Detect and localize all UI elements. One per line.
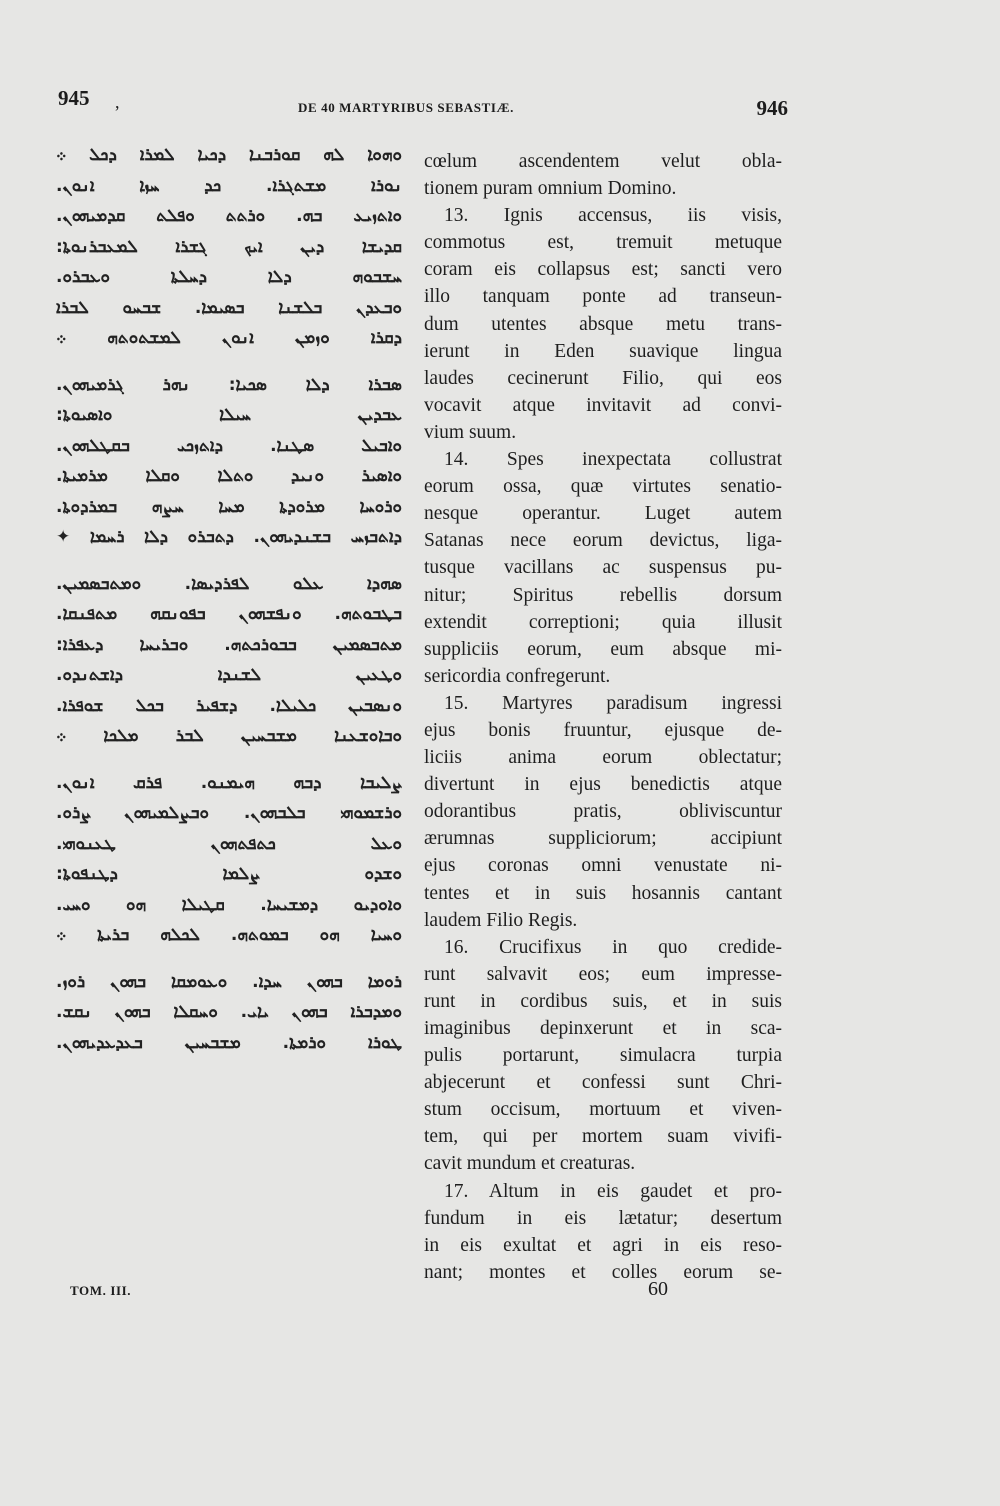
stanza-gap: [56, 951, 402, 967]
latin-line: sericordia confregerunt.: [424, 665, 611, 687]
latin-line: tem, qui per mortem suam vivifi-: [424, 1126, 782, 1148]
syriac-line: ܘܡܕܒܪܐ ܒܗܘܢ ܝܐܝ. ܘܚܩܠܐ ܒܗܘܢ ܢܩܫ.: [56, 1002, 402, 1022]
syriac-line: ܨܠܝܒܐ ܕܒܗ ܗܝܡܢܘ. ܦܪܩ ܐܢܘܢ.: [56, 772, 402, 793]
syriac-line: ܘܐܣܝܪ ܘܢܝܕ ܘܬܠܐ ܘܩܠܐ ܡܪܡܝܬܐ.: [56, 466, 402, 486]
syriac-line: ܒܛܒܘܬܗ. ܘܢܦܫܗܘܢ ܒܦܘܢܩܗ ܡܬܦܢܩܐ.: [56, 604, 402, 624]
syriac-line: ܪܘܡܐ ܒܗܘܢ ܚܕܐ. ܘܥܘܡܩܐ ܒܗܘܢ ܪܘܙ.: [56, 971, 402, 992]
syriac-line: ܡܬܒܣܡܝܢ ܒܒܘܪܟܬܗ. ܘܒܪܝܚܐ ܕܥܦܪܐ:: [56, 634, 402, 655]
syriac-line: ܕܐܬܒܙܚ ܒܫܢܕܝܗܘܢ. ܕܬܒܪܘ ܕܠܐ ܪܚܡܐ ✦: [56, 527, 402, 547]
syriac-line: ܘܪܘܚܐ ܡܪܘܕܬܐ ܡܚܐ ܚܨܗ ܒܡܪܕܘܬܐ.: [56, 496, 402, 517]
latin-line: tionem puram omnium Domino.: [424, 178, 677, 200]
syriac-line: ܢܘܪܐ ܡܫܬܓܪܐ. ܟܕ ܚܙܐ ܐܢܘܢ.: [56, 175, 402, 196]
latin-line: tentes et in suis hosannis cantant: [424, 882, 782, 904]
syriac-stanza: [56, 768, 402, 951]
latin-line: ejus coronas omni venustate ni-: [424, 855, 782, 877]
latin-line: Satanas nece eorum devictus, liga-: [424, 530, 782, 552]
stanza-gap: [56, 553, 402, 569]
latin-line: 17. Altum in eis gaudet et pro-: [444, 1180, 782, 1202]
page-number-right: 946: [756, 96, 788, 120]
header-comma: ,: [115, 92, 120, 112]
syriac-stanza: [56, 967, 402, 1059]
stanza-gap: [56, 354, 402, 370]
syriac-line: ܘܪܫܡܘܗܝ ܒܠܒܗܘܢ. ܘܒܨܠܡܝܗܘܢ ܨܪܘ.: [56, 803, 402, 823]
syriac-line: ܘܗܘܐ ܠܗ ܩܘܪܒܢܐ ܕܟܝܐ ܠܡܪܐ ܕܟܠ ܀: [56, 145, 402, 165]
latin-line: vium suum.: [424, 421, 517, 443]
latin-line: divertunt in ejus benedictis atque: [424, 774, 782, 796]
syriac-line: ܘܐܬܙܝܥ ܒܗ. ܘܪܬܬ ܘܦܠܬ ܩܕܡܝܗܘܢ.: [56, 206, 402, 226]
latin-line: stum occisum, mortuum et viven-: [424, 1099, 782, 1121]
page-header: [58, 86, 788, 126]
latin-line: commotus est, tremuit metuque: [424, 232, 782, 254]
volume-label: TOM. III.: [70, 1283, 132, 1298]
latin-line: nitur; Spiritus rebellis dorsum: [424, 584, 782, 606]
latin-line: liciis anima eorum oblectatur;: [424, 747, 782, 769]
signature-mark: 60: [648, 1278, 668, 1300]
latin-line: vocavit atque invitavit ad convi-: [424, 394, 782, 416]
latin-line: 15. Martyres paradisum ingressi: [444, 692, 782, 714]
stanza-gap: [56, 752, 402, 768]
latin-line: coram eis collapsus est; sancti vero: [424, 259, 782, 281]
latin-text-column: [424, 148, 782, 1283]
latin-line: runt in cordibus suis, et in suis: [424, 990, 782, 1012]
syriac-line: ܣܒܪܐ ܕܠܐ ܣܟܝܐ: ܢܗܪ ܓܪܡܝܗܘܢ.: [56, 374, 402, 395]
latin-line: cavit mundum et creaturas.: [424, 1153, 636, 1175]
syriac-line: ܣܗܕܐ ܥܠܘ ܠܦܪܕܝܣܐ. ܘܡܬܒܣܡܝܢ.: [56, 573, 402, 594]
syriac-line: ܘܫܕܘ ܨܠܡܐ ܕܛܢܦܘܬܐ:: [56, 864, 402, 884]
syriac-stanza: [56, 140, 402, 354]
latin-line: 13. Ignis accensus, iis visis,: [444, 205, 782, 227]
latin-line: abjecerunt et confessi sunt Chri-: [424, 1072, 782, 1094]
running-title: DE 40 MARTYRIBUS SEBASTIÆ.: [298, 100, 514, 115]
latin-line: imaginibus depinxerunt et in sca-: [424, 1018, 782, 1039]
latin-line: cœlum ascendentem velut obla-: [424, 151, 782, 172]
latin-line: 16. Crucifixus in quo credide-: [444, 936, 782, 958]
latin-line: fundum in eis lætatur; desertum: [424, 1207, 782, 1229]
syriac-line: ܛܘܪܐ ܘܪܡܬܐ. ܡܫܒܚܝܢ ܒܥܕܥܕܝܗܘܢ.: [56, 1032, 402, 1053]
syriac-line: ܕܩܪܐ ܘܙܡܢ ܐܢܘܢ ܠܡܫܬܘܬܗ ܀: [56, 328, 402, 348]
latin-line: nant; montes et colles eorum se-: [424, 1261, 782, 1283]
latin-line: laudes cecinerunt Filio, qui eos: [424, 367, 782, 389]
syriac-line: ܩܕܝܫܐ ܕܝܢ ܐܝܟ ܓܫܪܐ ܠܡܥܒܪܢܘܬܐ:: [56, 236, 402, 257]
syriac-line: ܘܥܠ ܟܬܦܬܗܘܢ ܛܥܢܘܗܝ.: [56, 833, 402, 854]
page-number-left: 945: [58, 86, 90, 110]
latin-line: ejus bonis fruuntur, ejusque de-: [424, 719, 782, 741]
syriac-stanza: [56, 569, 402, 752]
latin-line: in eis exultat et agri in eis reso-: [424, 1234, 782, 1256]
syriac-line: ܘܒܐܘܫܥܢܐ ܡܫܒܚܝܢ ܠܒܪ ܡܠܟܐ ܀: [56, 726, 402, 746]
latin-line: runt salvavit eos; eum impresse-: [424, 963, 782, 985]
syriac-line: ܘܛܥܝܢ ܠܫܢܕܐ ܕܐܫܬܢܕܘ.: [56, 665, 402, 685]
syriac-line: ܘܢܣܒܝܢ ܟܠܝܠܐ. ܕܫܦܝܪ ܒܟܠ ܫܘܦܪܐ.: [56, 695, 402, 716]
latin-line: ierunt in Eden suavique lingua: [424, 340, 782, 362]
latin-line: tusque vacillans ac suspensus pu-: [424, 557, 782, 579]
latin-line: 14. Spes inexpectata collustrat: [444, 449, 782, 471]
latin-line: ærumnas suppliciorum; accipiunt: [424, 828, 782, 850]
syriac-line: ܚܫܒܘܗ ܕܠܐ ܕܚܠܬܐ ܘܥܒܪܘ.: [56, 267, 402, 287]
latin-line: eorum ossa, quæ virtutes senatio-: [424, 476, 782, 498]
syriac-line: ܥܒܕܝܢ ܚܝܠܐ ܘܐܣܝܘܬܐ:: [56, 405, 402, 425]
latin-line: suppliciis eorum, eum absque mi-: [424, 638, 782, 660]
syriac-stanza: [56, 370, 402, 553]
syriac-text-column: [56, 140, 402, 1270]
latin-line: nesque operantur. Luget autem: [424, 503, 782, 525]
latin-line: extendit correptioni; quia illusit: [424, 611, 782, 633]
latin-line: pulis portarunt, simulacra turpia: [424, 1045, 782, 1067]
syriac-line: ܘܚܝܐ ܗܘ ܒܡܘܬܗ. ܠܟܠܗ ܒܪܝܬܐ ܀: [56, 925, 402, 945]
latin-line: dum utentes absque metu trans-: [424, 313, 782, 335]
latin-line: laudem Filio Regis.: [424, 909, 578, 931]
syriac-line: ܘܐܒܝܠ ܣܛܢܐ. ܕܐܬܙܟܝ ܒܩܛܠܗܘܢ.: [56, 435, 402, 456]
latin-line: illo tanquam ponte ad transeun-: [424, 286, 782, 308]
latin-line: odorantibus pratis, obliviscuntur: [424, 801, 782, 823]
syriac-line: ܘܒܥܕܢ ܒܠܫܢܐ ܒܣܝܡܐ. ܫܒܚܘ ܠܒܪܐ: [56, 297, 402, 318]
syriac-line: ܘܐܘܕܝܘ ܕܡܫܝܚܐ. ܩܛܝܠܐ ܗܘ ܘܚܝ.: [56, 894, 402, 915]
